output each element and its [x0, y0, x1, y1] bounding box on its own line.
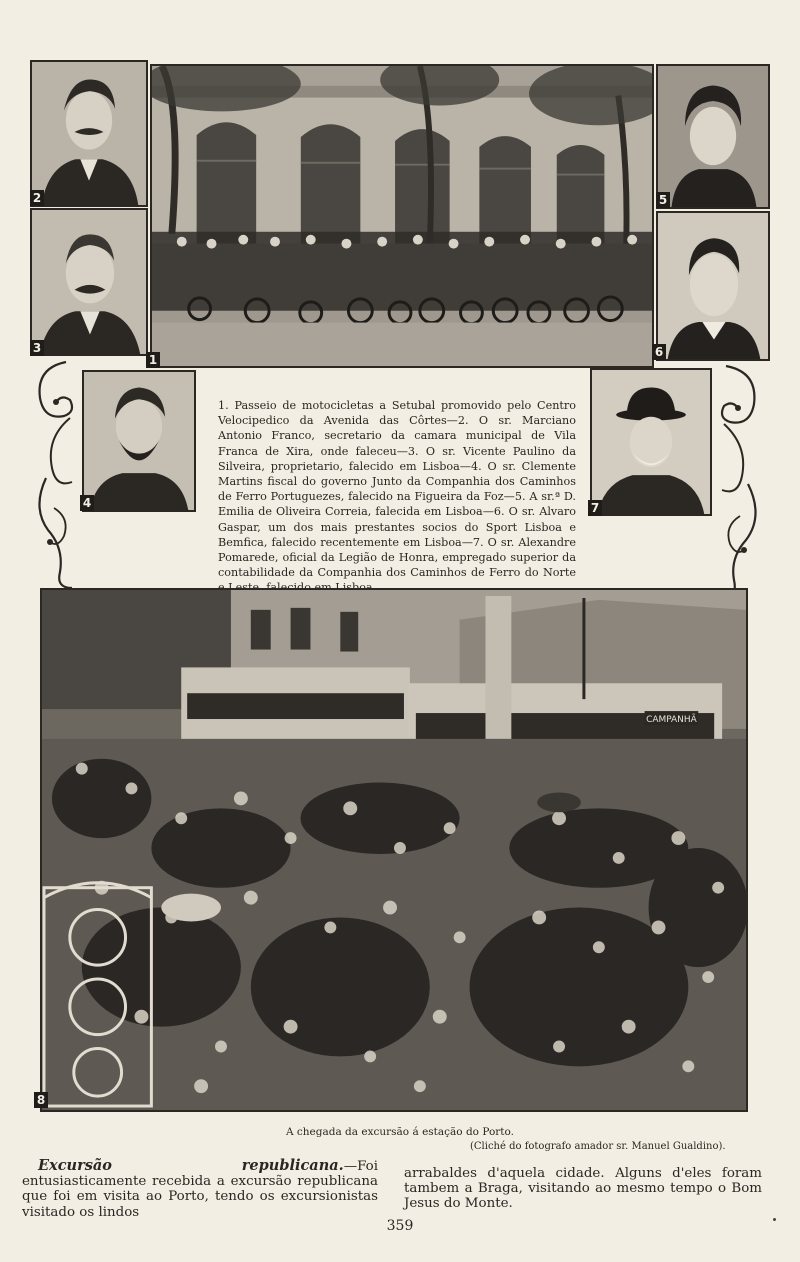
motorcycle-group-photo [150, 64, 654, 368]
right-scroll-ornament [706, 360, 770, 606]
portrait-photo-2 [30, 60, 148, 207]
photo-number-8: 8 [34, 1092, 48, 1108]
margin-mark [773, 1218, 776, 1221]
tram-destination-sign: CAMPANHÃ [646, 714, 697, 725]
photo-number-1: 1 [146, 352, 160, 368]
page-number: 359 [386, 1218, 414, 1234]
article-text-right: arrabaldes d'aquela cidade. Alguns d'eles foram tambem a Braga, visitando ao mesmo tempo o Bom Jesus do Monte. [404, 1166, 762, 1212]
photo-credit: (Cliché do fotografo amador sr. Manuel Gualdino). [470, 1141, 726, 1152]
portrait-photo-6 [656, 211, 770, 361]
captions-text: 1. Passeio de motocicletas a Setubal promovido pelo Centro Velocipedico da Avenida das Côrtes—2. O sr. Marciano Antonio Franco, secretario da camara municipal de Vila Franca de Xira, onde faleceu—3. O sr. Vicente Paulino da Silveira, proprietario, falecido em Lisboa—4. O sr. Clemente Martins fiscal do governo Junto da Companhia dos Caminhos de Ferro Portuguezes, falecido na Figueira da Foz—5. A sr.ª D. Emilia de Oliveira Correia, falecida em Lisboa—6. O sr. Alvaro Gaspar, um dos mais prestantes socios do Sport Lisboa e Bemfica, falecido recentemente em Lisboa—7. O sr. Alexandre Pomarede, oficial da Legião de Honra, empregado superior da contabilidade da Companhia dos Caminhos de Ferro do Norte [218, 399, 576, 580]
tram-photo-caption: A chegada da excursão á estação do Porto. [285, 1126, 515, 1138]
portrait-photo-3 [30, 208, 148, 356]
photo-captions-block [92, 398, 702, 596]
portrait-number-4: 4 [80, 495, 94, 511]
left-scroll-ornament [26, 358, 88, 594]
article-column-left [22, 1158, 378, 1220]
portrait-photo-5 [656, 64, 770, 209]
article-text-left: —Foi entusiasticamente recebida a excursão republicana que foi em visita ao Porto, tendo os excursionistas visitado os lindos [22, 1159, 378, 1220]
portrait-number-3: 3 [30, 340, 44, 356]
portrait-number-7: 7 [588, 500, 602, 516]
portrait-number-2: 2 [30, 190, 44, 206]
article-column-right [404, 1166, 762, 1212]
portrait-number-6: 6 [652, 344, 666, 360]
tram-station-crowd-photo [40, 588, 748, 1112]
article-title: Excursão republicana. [38, 1157, 344, 1174]
portrait-number-5: 5 [656, 192, 670, 208]
